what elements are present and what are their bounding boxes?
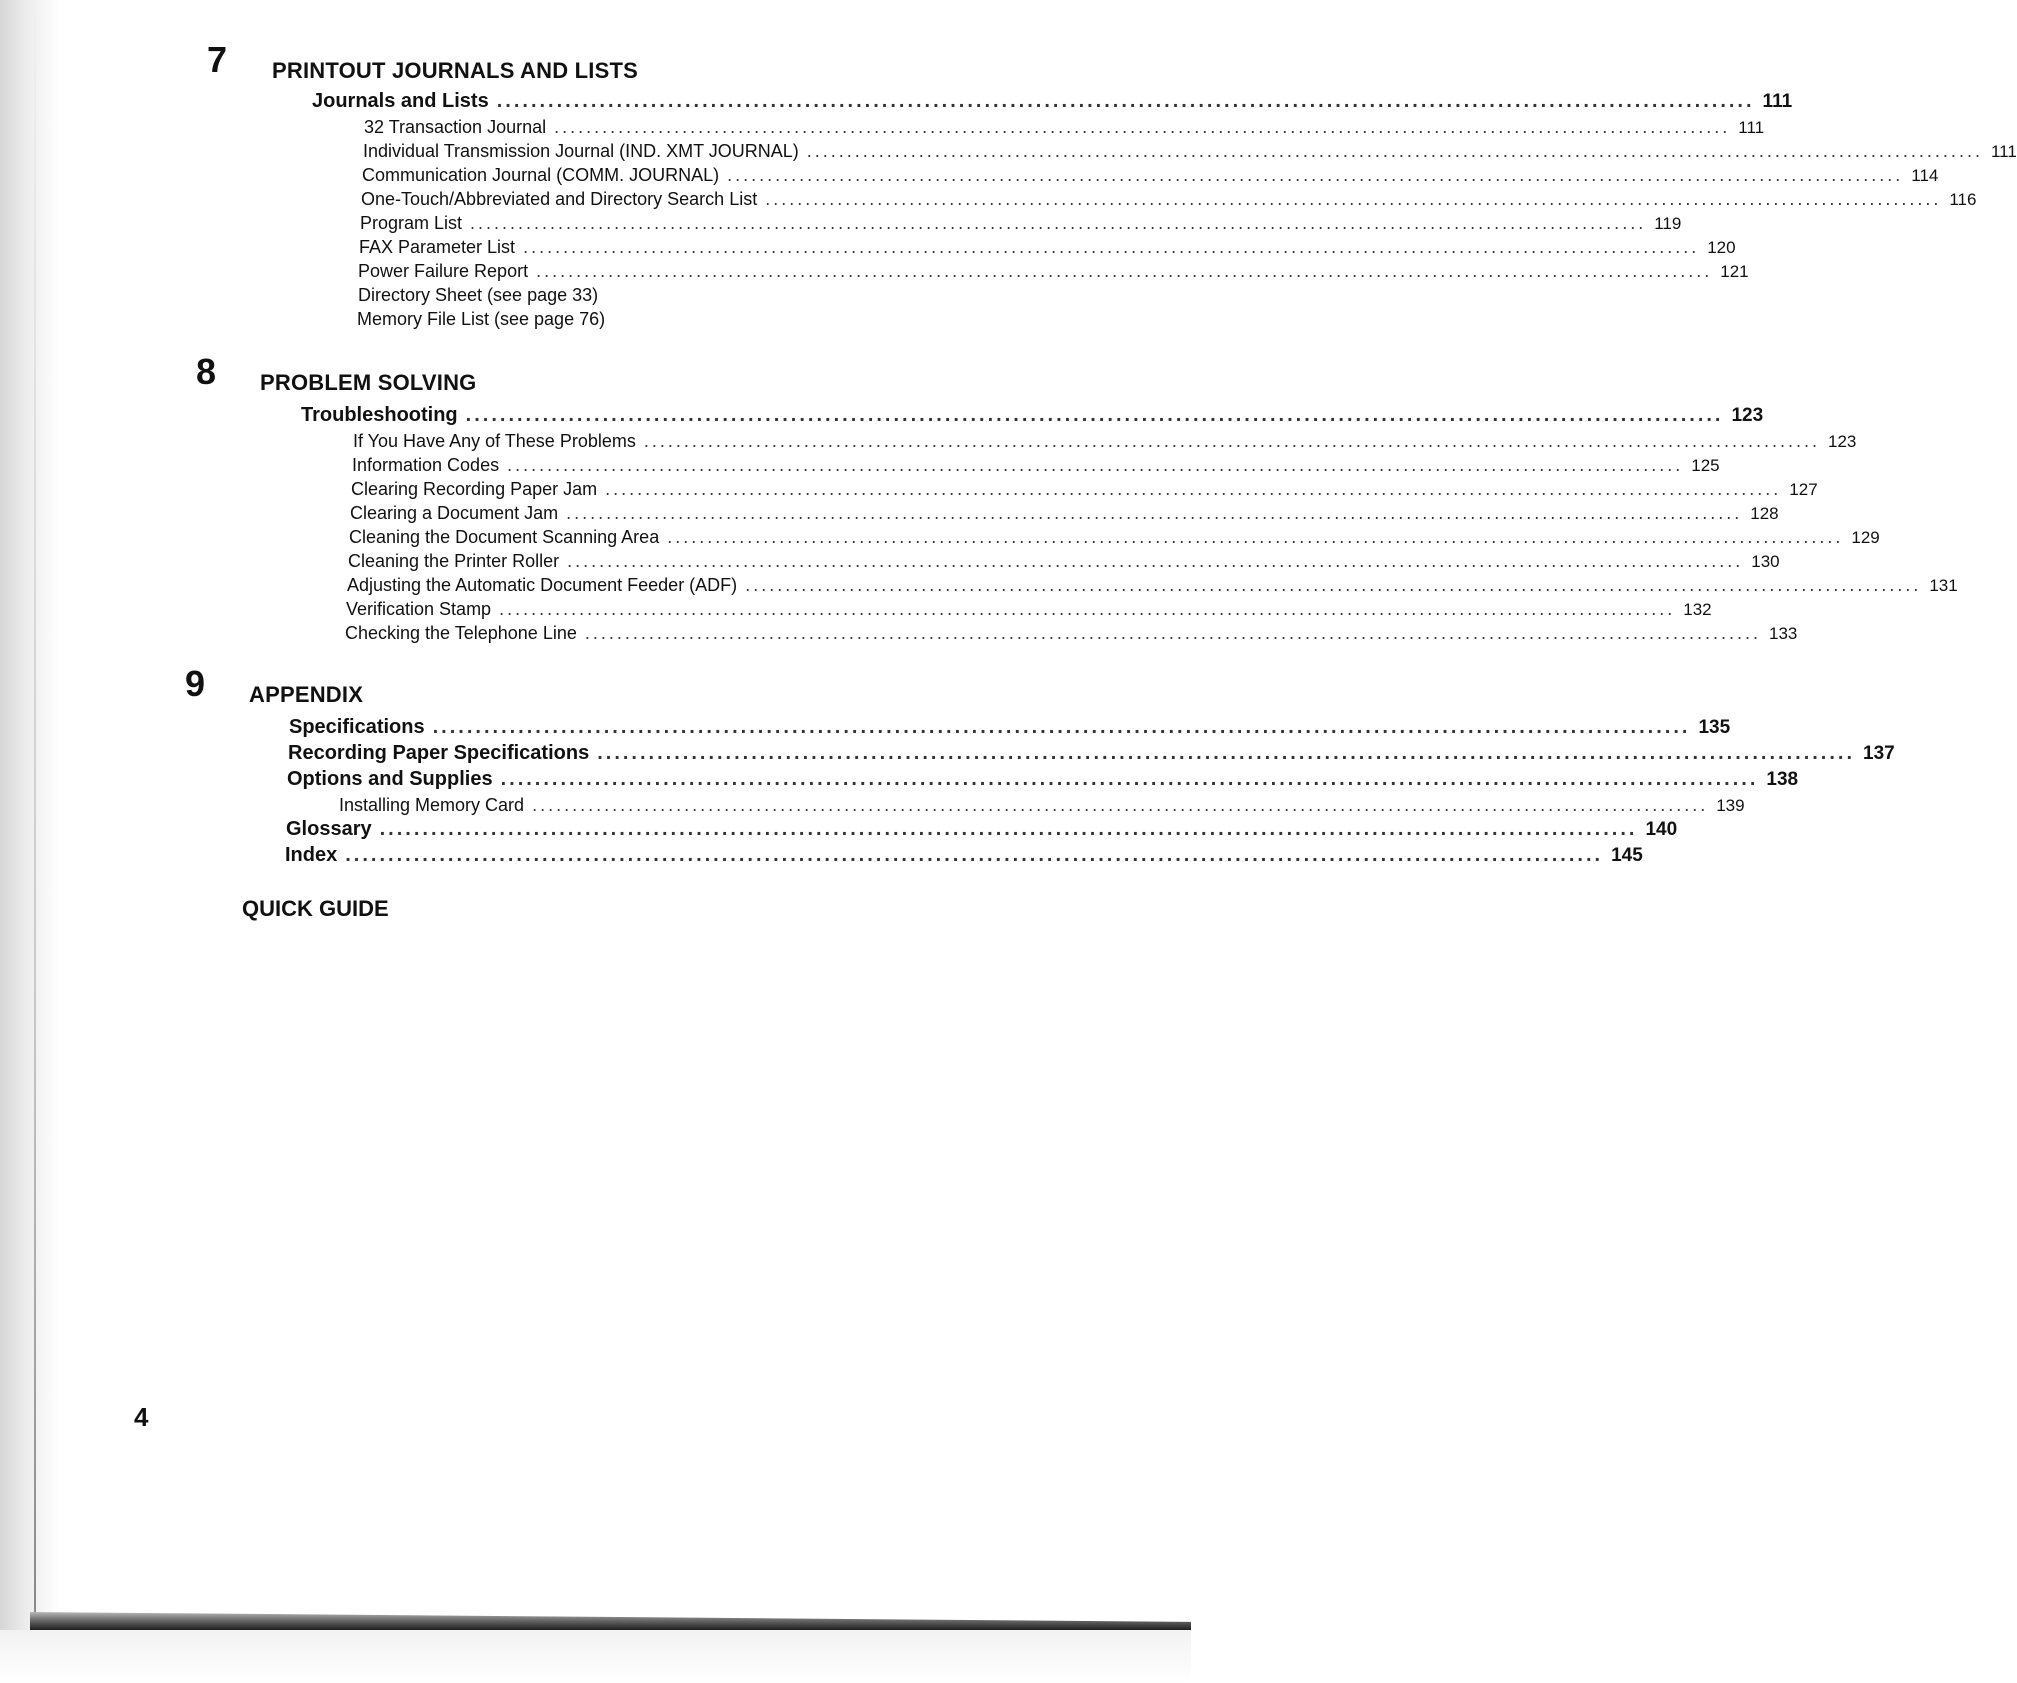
chapter-number: 7 <box>207 39 228 80</box>
toc-section[interactable] <box>289 714 1731 740</box>
toc-page-number: 114 <box>1911 166 1939 185</box>
toc-section[interactable] <box>285 842 1643 868</box>
toc-page-number: 116 <box>1949 190 1977 209</box>
toc-entry[interactable] <box>358 282 598 308</box>
toc-page-number: 131 <box>1929 576 1958 595</box>
toc-entry-label: Verification Stamp <box>346 599 492 619</box>
toc-section-label: Index <box>285 844 338 866</box>
chapter-title: APPENDIX <box>249 682 364 707</box>
chapter-number: 9 <box>185 663 206 704</box>
toc-entry-label: Individual Transmission Journal (IND. XMT JOURNAL) <box>363 141 799 161</box>
toc-section-label: Troubleshooting <box>301 404 458 426</box>
dot-leader: ................................................................................................................................................... <box>745 575 1922 595</box>
toc-entry[interactable] <box>349 524 1880 550</box>
dot-leader: ................................................................................................................................................... <box>523 237 1700 257</box>
toc-entry[interactable] <box>360 210 1682 236</box>
dot-leader: ................................................................................................................................................... <box>584 623 1762 643</box>
dot-leader: ................................................................................................................................................... <box>566 503 1743 523</box>
dot-leader: ................................................................................................................................................... <box>532 795 1709 815</box>
chapter-title: PROBLEM SOLVING <box>260 370 477 395</box>
dot-leader: ................................................................................................................................................... <box>597 742 1856 764</box>
toc-entry-label: Clearing a Document Jam <box>350 503 559 523</box>
toc-page-number: 145 <box>1611 845 1643 866</box>
toc-entry-label: Power Failure Report <box>358 261 529 281</box>
toc-section-label: Glossary <box>286 818 372 840</box>
toc-entry[interactable] <box>346 596 1712 622</box>
toc-page-number: 128 <box>1750 504 1779 523</box>
toc-entry-label: Adjusting the Automatic Document Feeder (ADF) <box>347 575 738 595</box>
toc-entry[interactable] <box>359 234 1736 260</box>
dot-leader: ................................................................................................................................................... <box>500 768 1759 790</box>
toc-entry-label: Directory Sheet (see page 33) <box>358 285 599 305</box>
toc-section[interactable] <box>287 766 1799 792</box>
toc-page-number: 120 <box>1707 238 1736 257</box>
toc-entry-label: Checking the Telephone Line <box>345 623 577 643</box>
toc-entry-label: Clearing Recording Paper Jam <box>351 479 598 499</box>
toc-section-label: Recording Paper Specifications <box>288 742 590 764</box>
toc-page-number: 119 <box>1654 214 1682 233</box>
toc-entry-label: FAX Parameter List <box>359 237 516 257</box>
toc-section[interactable] <box>288 740 1895 766</box>
toc-entry-label: Information Codes <box>352 455 500 475</box>
page-number: 4 <box>134 1402 149 1432</box>
dot-leader: ................................................................................................................................................... <box>727 165 1904 185</box>
dot-leader: ................................................................................................................................................... <box>643 431 1820 451</box>
toc-section-label: Specifications <box>289 716 425 738</box>
toc-entry[interactable] <box>347 572 1958 598</box>
toc-entry[interactable] <box>358 258 1749 284</box>
toc-page-number: 127 <box>1789 480 1818 499</box>
toc-entry-label: Cleaning the Printer Roller <box>348 551 560 571</box>
dot-leader: ................................................................................................................................................... <box>465 404 1724 426</box>
toc-page-number: 123 <box>1731 405 1764 426</box>
toc-section-label: Options and Supplies <box>287 768 493 790</box>
toc-entry[interactable] <box>352 452 1720 478</box>
dot-leader: ................................................................................................................................................... <box>345 844 1604 866</box>
toc-page-number: 123 <box>1828 432 1857 451</box>
toc-entry[interactable] <box>348 548 1780 574</box>
toc-section[interactable] <box>312 88 1793 114</box>
toc-entry[interactable] <box>351 476 1818 502</box>
toc-entry[interactable] <box>362 162 1939 188</box>
toc-entry[interactable] <box>364 114 1765 140</box>
toc-entry-label: Communication Journal (COMM. JOURNAL) <box>362 165 720 185</box>
toc-page-number: 137 <box>1863 743 1895 764</box>
dot-leader: ................................................................................................................................................... <box>496 90 1755 112</box>
toc-entry-label: If You Have Any of These Problems <box>353 431 636 451</box>
toc-page-number: 140 <box>1645 819 1678 840</box>
toc-entry[interactable] <box>363 138 2017 164</box>
toc-entry-label: Installing Memory Card <box>339 795 525 815</box>
dot-leader: ................................................................................................................................................... <box>499 599 1676 619</box>
toc-page-number: 125 <box>1691 456 1720 475</box>
toc-entry[interactable] <box>361 186 1977 212</box>
toc-section-label: Journals and Lists <box>312 90 489 112</box>
toc-entry-label: Program List <box>360 213 463 233</box>
dot-leader: ................................................................................................................................................... <box>567 551 1744 571</box>
chapter-title: PRINTOUT JOURNALS AND LISTS <box>272 58 638 83</box>
toc-page-number: 111 <box>1990 142 2017 161</box>
dot-leader: ................................................................................................................................................... <box>765 189 1942 209</box>
toc-entry[interactable] <box>345 620 1798 646</box>
dot-leader: ................................................................................................................................................... <box>806 141 1983 161</box>
toc-page-number: 111 <box>1762 91 1793 112</box>
toc-page-number: 111 <box>1738 118 1765 137</box>
dot-leader: ................................................................................................................................................... <box>507 455 1684 475</box>
dot-leader: ................................................................................................................................................... <box>605 479 1782 499</box>
quick-guide-heading[interactable]: QUICK GUIDE <box>242 896 389 921</box>
toc-page-number: 139 <box>1716 796 1745 815</box>
toc-entry[interactable] <box>339 792 1745 818</box>
toc-entry[interactable] <box>357 306 605 332</box>
toc-entry[interactable] <box>353 428 1857 454</box>
dot-leader: ................................................................................................................................................... <box>554 117 1731 137</box>
toc-page-number: 133 <box>1769 624 1798 643</box>
toc-entry-label: One-Touch/Abbreviated and Directory Search List <box>361 189 758 209</box>
toc-page-number: 135 <box>1698 717 1731 738</box>
toc-entry-label: Memory File List (see page 76) <box>357 309 606 329</box>
dot-leader: ................................................................................................................................................... <box>470 213 1647 233</box>
toc-page-number: 121 <box>1720 262 1749 281</box>
toc-page-number: 132 <box>1683 600 1712 619</box>
dot-leader: ................................................................................................................................................... <box>379 818 1638 840</box>
dot-leader: ................................................................................................................................................... <box>667 527 1844 547</box>
toc-page-number: 138 <box>1766 769 1799 790</box>
toc-page-number: 130 <box>1751 552 1780 571</box>
toc-section[interactable] <box>301 402 1764 428</box>
toc-entry[interactable] <box>350 500 1779 526</box>
chapter-number: 8 <box>196 351 217 392</box>
toc-page-number: 129 <box>1851 528 1880 547</box>
toc-entry-label: Cleaning the Document Scanning Area <box>349 527 660 547</box>
dot-leader: ................................................................................................................................................... <box>432 716 1691 738</box>
dot-leader: ................................................................................................................................................... <box>536 261 1713 281</box>
toc-section[interactable] <box>286 816 1678 842</box>
toc-entry-label: 32 Transaction Journal <box>364 117 547 137</box>
